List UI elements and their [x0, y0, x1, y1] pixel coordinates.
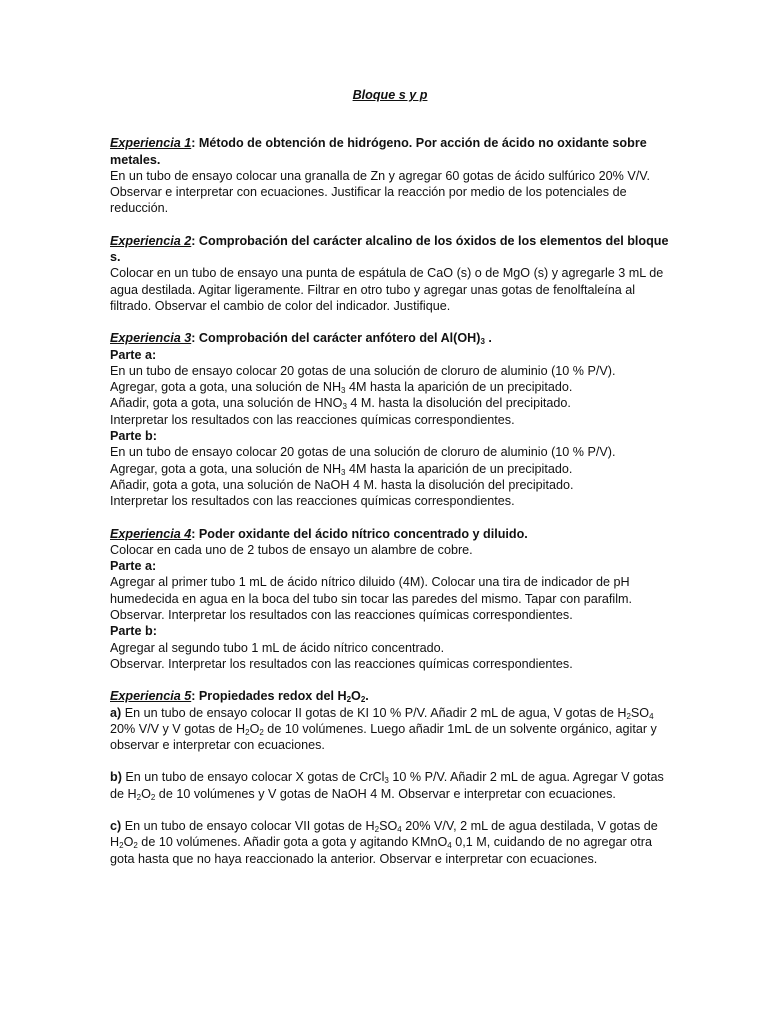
experiment-5-item-c	[110, 818, 670, 867]
subscript: 3	[342, 402, 347, 412]
text: Agregar, gota a gota, una solución de NH	[110, 461, 342, 476]
subscript: 2	[259, 727, 264, 737]
experiment-3-label: Experiencia 3	[110, 331, 192, 346]
experiment-3-title	[191, 331, 492, 345]
subscript: 2	[119, 841, 124, 851]
experiment-4-title: : Poder oxidante del ácido nítrico concentrado y diluido.	[191, 526, 528, 541]
experiment-3-part-b-label: Parte b:	[110, 429, 157, 444]
experiment-3-part-a-line-2	[110, 379, 670, 395]
experiment-4-part-a-body: Agregar al primer tubo 1 mL de ácido nítrico diluido (4M). Colocar una tira de indicador de pH humedecida en agua en la boca del tubo sin tocar las paredes del mismo. Tapar con parafilm. Observar. Interpretar los resultados con las reacciones químicas correspondientes.	[110, 575, 633, 623]
text: de 10 volúmenes. Añadir gota a gota y agitando KMnO	[137, 835, 448, 850]
item-a-label: a)	[110, 705, 122, 720]
experiment-3-heading	[110, 330, 670, 346]
experiment-1-heading	[110, 135, 670, 168]
subscript: 2	[245, 727, 250, 737]
subscript: 3	[480, 337, 485, 347]
experiment-3-part-a-line-4: Interpretar los resultados con las reacciones químicas correspondientes.	[110, 412, 515, 427]
experiment-2-heading	[110, 233, 670, 266]
subscript: 3	[341, 467, 346, 477]
subscript: 2	[133, 841, 138, 851]
experiment-2-body: Colocar en un tubo de ensayo una punta de espátula de CaO (s) o de MgO (s) y agregarle 3 mL de agua destilada. Agitar ligeramente. Filtrar en otro tubo y agregar unas gotas de fenolftaleína al filtrado. Observar el cambio de color del indicador. Justifique.	[110, 266, 664, 313]
text: 20% V/V y V gotas de H	[110, 721, 246, 736]
spacer	[110, 753, 670, 769]
text: O	[351, 689, 361, 704]
item-b-label: b)	[110, 770, 122, 785]
subscript: 2	[346, 695, 352, 705]
experiment-5-label: Experiencia 5	[110, 689, 192, 704]
experiment-5-title	[191, 689, 369, 703]
document-title: Bloque s y p	[352, 88, 428, 102]
experiment-4	[110, 526, 670, 673]
text: 10 % P/V. Añadir 2 mL de agua. Agregar V gotas de H	[110, 770, 664, 801]
experiment-3-part-b-line-3: Añadir, gota a gota, una solución de NaOH 4 M. hasta la disolución del precipitado.	[110, 477, 574, 492]
spacer	[110, 802, 670, 818]
experiment-3-part-b-line-4: Interpretar los resultados con las reacciones químicas correspondientes.	[110, 494, 515, 509]
subscript: 2	[626, 711, 631, 721]
text: En un tubo de ensayo colocar X gotas de CrCl	[121, 770, 385, 785]
text: 4M hasta la aparición de un precipitado.	[345, 380, 573, 395]
experiment-3-part-a-line-1: En un tubo de ensayo colocar 20 gotas de una solución de cloruro de aluminio (10 % P/V).	[110, 363, 616, 378]
subscript: 2	[360, 695, 366, 705]
experiment-3-part-b-line-2	[110, 461, 670, 477]
subscript: 3	[384, 776, 389, 786]
text: 0,1 M, cuidando de no agregar otra gota hasta que no haya reaccionado la anterior. Observar e interpretar con ecuaciones.	[110, 835, 652, 866]
text: En un tubo de ensayo colocar II gotas de KI 10 % P/V. Añadir 2 mL de agua, V gotas de H	[121, 705, 627, 720]
experiment-2	[110, 233, 670, 314]
text: O	[249, 721, 260, 736]
experiment-3-part-a-label: Parte a:	[110, 347, 157, 362]
text: SO	[630, 705, 650, 720]
experiment-3-part-b-line-1: En un tubo de ensayo colocar 20 gotas de una solución de cloruro de aluminio (10 % P/V).	[110, 445, 616, 460]
subscript: 2	[136, 792, 142, 802]
experiment-4-heading	[110, 526, 670, 542]
experiment-3	[110, 330, 670, 509]
experiment-3-title-text: : Comprobación del carácter anfótero del Al(OH)	[191, 331, 481, 346]
text: .	[365, 689, 369, 704]
subscript: 2	[150, 792, 156, 802]
text: de 10 volúmenes. Luego añadir 1mL de un solvente orgánico, agitar y observar e interpretar con ecuaciones.	[110, 721, 657, 753]
item-c-label: c)	[110, 818, 122, 833]
text: O	[123, 835, 134, 850]
experiment-1-label: Experiencia 1	[110, 136, 192, 151]
experiment-5-heading	[110, 688, 670, 704]
experiment-3-title-end: .	[484, 331, 492, 346]
experiment-5	[110, 688, 670, 867]
experiment-2-label: Experiencia 2	[110, 233, 192, 248]
experiment-1-body: En un tubo de ensayo colocar una granalla de Zn y agregar 60 gotas de ácido sulfúrico 20% V/V. Observar e interpretar con ecuaciones. Justificar la reacción por medio de los potenciales de reducción.	[110, 168, 651, 216]
experiment-5-item-b	[110, 769, 670, 802]
experiment-4-part-b-line-2: Observar. Interpretar los resultados con las reacciones químicas correspondientes.	[110, 656, 573, 671]
text: En un tubo de ensayo colocar VII gotas de H	[121, 818, 375, 833]
subscript: 4	[397, 824, 402, 834]
experiment-4-part-b-label: Parte b:	[110, 624, 157, 639]
experiment-4-label: Experiencia 4	[110, 526, 192, 541]
text: 20% V/V, 2 mL de agua destilada, V gotas de H	[110, 818, 658, 850]
experiment-4-part-b-line-1: Agregar al segundo tubo 1 mL de ácido nítrico concentrado.	[110, 640, 445, 655]
text: de 10 volúmenes y V gotas de NaOH 4 M. Observar e interpretar con ecuaciones.	[155, 786, 616, 801]
subscript: 2	[374, 824, 380, 834]
subscript: 4	[447, 841, 452, 851]
text: SO	[379, 818, 398, 833]
experiment-3-part-a-line-3	[110, 395, 670, 411]
text: 4 M. hasta la disolución del precipitado.	[346, 396, 571, 411]
experiment-2-title: : Comprobación del carácter alcalino de los óxidos de los elementos del bloque s.	[110, 233, 669, 265]
text: 4M hasta la aparición de un precipitado.	[345, 461, 573, 476]
text: Agregar, gota a gota, una solución de NH	[110, 380, 342, 395]
text: O	[141, 786, 151, 801]
experiment-4-intro: Colocar en cada uno de 2 tubos de ensayo un alambre de cobre.	[110, 542, 473, 557]
text: Añadir, gota a gota, una solución de HNO	[110, 396, 343, 411]
experiment-1	[110, 135, 670, 216]
subscript: 3	[341, 386, 346, 396]
experiment-5-item-a	[110, 705, 670, 754]
text: : Propiedades redox del H	[191, 689, 347, 704]
document-content	[110, 87, 670, 883]
experiment-1-title: : Método de obtención de hidrógeno. Por acción de ácido no oxidante sobre metales.	[110, 136, 647, 167]
subscript: 4	[649, 711, 654, 721]
experiment-4-part-a-label: Parte a:	[110, 559, 157, 574]
